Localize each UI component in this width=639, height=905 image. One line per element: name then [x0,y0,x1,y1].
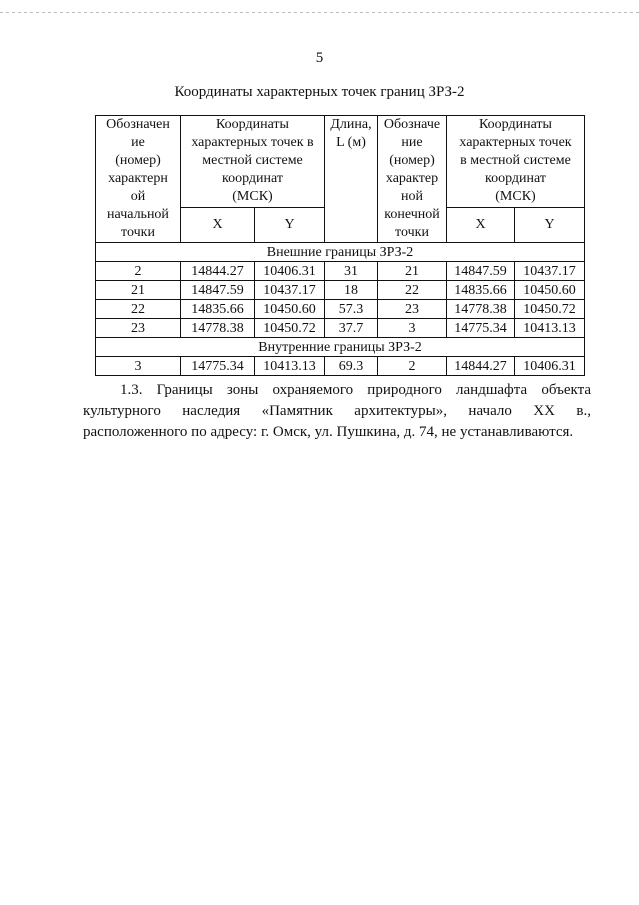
cell-len: 69.3 [325,357,378,376]
page-number: 5 [315,50,324,66]
cell-y1: 10413.13 [255,357,325,376]
table-row [96,300,585,319]
cell-x1: 14775.34 [181,357,255,376]
document-title: Координаты характерных точек границ ЗРЗ-2 [174,84,465,100]
table-row [96,357,585,376]
table-row [96,281,585,300]
cell-x2: 14847.59 [447,262,515,281]
header-x-end: X [447,207,515,242]
paragraph-line: расположенного по адресу: г. Омск, ул. Пушкина, д. 74, не устанавливаются. [83,424,574,440]
cell-x2: 14835.66 [447,281,515,300]
header-coords-end: Координаты характерных точек в местной системе координат (МСК) [447,116,585,208]
cell-start: 3 [96,357,181,376]
header-row-1 [96,116,585,208]
cell-x1: 14778.38 [181,319,255,338]
header-start-point: Обозначен ие (номер) характерн ой начальной точки [96,116,181,243]
cell-start: 21 [96,281,181,300]
cell-len: 57.3 [325,300,378,319]
cell-x2: 14844.27 [447,357,515,376]
header-x-start: X [181,207,255,242]
coordinates-table [95,115,585,376]
cell-len: 18 [325,281,378,300]
cell-y1: 10437.17 [255,281,325,300]
cell-end: 3 [378,319,447,338]
table-row [96,319,585,338]
section-title: Внутренние границы ЗРЗ-2 [96,338,585,357]
cell-start: 23 [96,319,181,338]
cell-y2: 10450.72 [515,300,585,319]
scan-edge [0,12,639,13]
cell-x1: 14844.27 [181,262,255,281]
table-row [96,262,585,281]
cell-y1: 10450.60 [255,300,325,319]
section-paragraph [83,380,591,443]
cell-x2: 14775.34 [447,319,515,338]
cell-x1: 14835.66 [181,300,255,319]
header-y-start: Y [255,207,325,242]
cell-end: 22 [378,281,447,300]
cell-x2: 14778.38 [447,300,515,319]
section-row [96,338,585,357]
header-coords-start: Координаты характерных точек в местной системе координат (МСК) [181,116,325,208]
cell-y2: 10413.13 [515,319,585,338]
paragraph-line: 1.3. Границы зоны охраняемого природного ландшафта объекта [120,382,591,398]
cell-end: 2 [378,357,447,376]
cell-len: 31 [325,262,378,281]
header-end-point: Обозначе ние (номер) характер ной конечной точки [378,116,447,243]
cell-y1: 10450.72 [255,319,325,338]
cell-y2: 10406.31 [515,357,585,376]
cell-y2: 10437.17 [515,262,585,281]
header-length: Длина, L (м) [325,116,378,243]
paragraph-line: культурного наследия «Памятник архитектуры», начало XX в., [83,403,591,419]
cell-end: 23 [378,300,447,319]
cell-start: 22 [96,300,181,319]
header-y-end: Y [515,207,585,242]
cell-len: 37.7 [325,319,378,338]
section-row [96,243,585,262]
cell-end: 21 [378,262,447,281]
cell-x1: 14847.59 [181,281,255,300]
section-title: Внешние границы ЗРЗ-2 [96,243,585,262]
cell-start: 2 [96,262,181,281]
cell-y2: 10450.60 [515,281,585,300]
cell-y1: 10406.31 [255,262,325,281]
